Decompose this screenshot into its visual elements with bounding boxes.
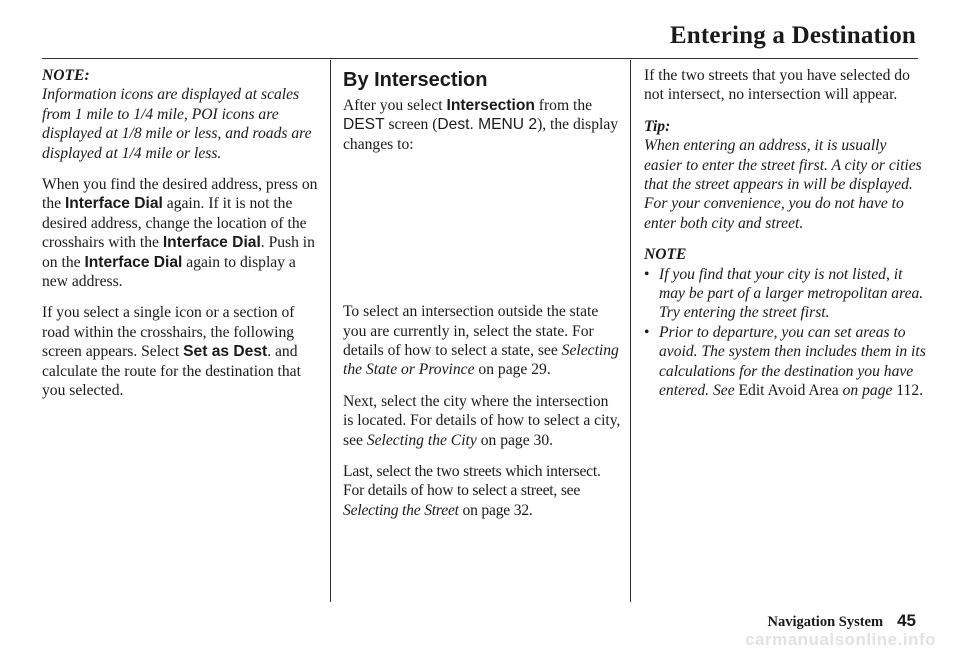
tip-block [644, 117, 926, 233]
text-run: again to display a new address. [42, 253, 296, 291]
text-run: again. If it is not the desired address, change the location of the crosshairs with the [42, 195, 307, 252]
text-run: screen ( [384, 116, 438, 134]
no-intersection-paragraph: If the two streets that you have selected do not intersect, no intersection will appear. [644, 67, 910, 104]
page-number: 45 [897, 611, 916, 630]
column-left [42, 66, 324, 413]
notes-block [644, 245, 926, 400]
bullet-icon: • [644, 323, 650, 341]
note-label: NOTE: [42, 67, 90, 84]
text-run: If you select a single icon or a section of road within the crosshairs, the following screen appears. Select [42, 304, 295, 361]
text-run: on page 32. [458, 501, 533, 519]
column-right [644, 66, 926, 401]
list-item [644, 323, 926, 401]
bullet-icon: • [644, 265, 650, 283]
text-run: To select an intersection outside the state you are currently in, select the state. For details of how to select a state, see [343, 303, 599, 360]
cross-reference: Selecting the State or Province [343, 342, 619, 379]
column-divider-right [630, 60, 631, 602]
state-paragraph [343, 302, 621, 380]
text-run: After you select [343, 97, 447, 114]
page-footer [767, 611, 916, 631]
tip-text: When entering an address, it is usually easier to enter the street first. A city or cities that the street appears in will be displayed. For your convenience, you do not have to enter both city and street. [644, 137, 922, 232]
text-run: on page 29. [474, 361, 551, 379]
note-block [42, 66, 324, 163]
control-name: Interface Dial [64, 195, 163, 213]
screen-name: DEST [343, 116, 385, 134]
text-run: on page 30. [476, 431, 554, 449]
tip-label: Tip: [644, 117, 671, 135]
notes-list [644, 265, 926, 401]
control-name: Intersection [446, 97, 535, 114]
text-run: When you find the desired address, press on the [42, 176, 318, 213]
footer-section-name: Navigation System [767, 614, 884, 630]
notes-label: NOTE [644, 246, 687, 264]
figure-placeholder [343, 154, 621, 302]
cross-reference: Selecting the Street [343, 501, 459, 519]
street-paragraph [343, 462, 621, 520]
note-item-text: Prior to departure, you can set areas to avoid. The system then includes them in its calculations for the destination you have entered. See [659, 323, 926, 400]
intro-paragraph [343, 96, 621, 154]
cross-reference: Selecting the City [366, 431, 477, 449]
control-name: Interface Dial [84, 253, 183, 271]
list-item [644, 265, 926, 323]
control-name: Set as Dest [183, 343, 268, 361]
text-run: Last, select the two streets which intersect. For details of how to select a street, see [343, 463, 601, 500]
cross-reference: Edit Avoid Area [738, 382, 839, 400]
text-run: from the [534, 97, 593, 114]
column-divider-left [330, 60, 331, 602]
control-name: Interface Dial [162, 234, 261, 252]
find-address-paragraph [42, 175, 324, 291]
watermark: carmanualsonline.info [745, 630, 936, 649]
text-run: ), the display changes to: [343, 116, 619, 153]
note-text: Information icons are displayed at scales from 1 mile to 1/4 mile, POI icons are displayed at 1/8 mile or less, and roads are displayed at 1/4 mile or less. [42, 86, 312, 162]
section-heading: By Intersection [343, 69, 488, 91]
text-run: Next, select the city where the intersection is located. For details of how to select a city, see [343, 392, 621, 449]
page-ref: 112. [892, 382, 924, 400]
note-item-text: If you find that your city is not listed, it may be part of a larger metropolitan area. Try entering the street first. [659, 265, 924, 322]
select-icon-paragraph [42, 303, 324, 400]
page-header-title: Entering a Destination [669, 22, 916, 49]
city-paragraph [343, 392, 621, 450]
column-middle [343, 66, 621, 532]
text-run: on page [838, 382, 893, 400]
text-run: . Push in on the [42, 234, 315, 271]
header-rule [42, 58, 918, 59]
screen-name: Dest. MENU 2 [437, 116, 538, 134]
text-run: . and calculate the route for the destination that you selected. [42, 343, 301, 400]
